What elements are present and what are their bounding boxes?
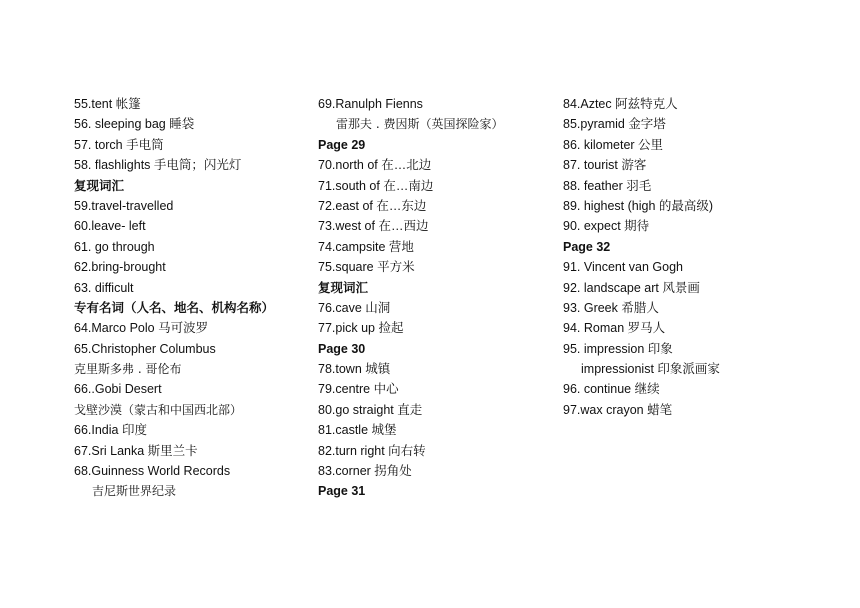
vocab-entry: 84.Aztec 阿兹特克人 [563,97,678,111]
vocab-entry: 77.pick up 捡起 [318,321,404,336]
vocab-entry: 81.castle 城堡 [318,423,397,438]
vocab-column-3 [563,94,813,420]
vocab-entry: 69.Ranulph Fienns [318,97,423,111]
vocab-entry: 90. expect 期待 [563,219,650,234]
vocab-entry: 55.tent 帐篷 [74,97,141,111]
vocab-entry: 56. sleeping bag 睡袋 [74,117,195,132]
vocab-entry: 64.Marco Polo 马可波罗 [74,321,209,336]
section-heading: 复现词汇 [318,280,369,295]
vocab-entry: 94. Roman 罗马人 [563,321,666,336]
vocab-entry: 92. landscape art 风景画 [563,280,700,295]
section-heading: Page 30 [318,341,366,356]
vocab-entry: impressionist 印象派画家 [581,362,720,377]
vocab-entry: 60.leave- left [74,219,146,234]
vocab-entry: 95. impression 印象 [563,341,673,356]
vocab-entry: 57. torch 手电筒 [74,137,164,152]
section-heading: Page 31 [318,484,366,499]
vocab-entry: 82.turn right 向右转 [318,443,426,458]
vocab-entry: 86. kilometer 公里 [563,137,664,152]
vocab-entry: 83.corner 拐角处 [318,464,412,479]
vocab-entry: 66..Gobi Desert [74,382,162,397]
vocab-entry: 75.square 平方米 [318,260,415,275]
vocab-entry: 61. go through [74,239,155,254]
vocab-entry: 58. flashlights 手电筒；闪光灯 [74,158,242,173]
vocab-entry: 91. Vincent van Gogh [563,260,683,275]
vocab-column-1 [74,94,304,502]
vocab-entry: 65.Christopher Columbus [74,341,216,356]
section-heading: Page 32 [563,239,611,254]
vocab-entry: 76.cave 山洞 [318,300,391,315]
vocab-entry: 70.north of 在…北边 [318,158,432,173]
section-heading: 专有名词（人名、地名、机构名称） [74,300,275,315]
translation-line: 雷那夫 . 费因斯（英国探险家） [336,117,504,132]
vocab-entry: 59.travel-travelled [74,198,174,213]
section-heading: Page 29 [318,137,366,152]
vocab-entry: 73.west of 在…西边 [318,219,429,234]
vocab-column-2 [318,94,548,502]
vocab-entry: 74.campsite 营地 [318,239,414,254]
vocab-entry: 88. feather 羽毛 [563,178,652,193]
vocab-entry: 96. continue 继续 [563,382,660,397]
vocab-entry: 85.pyramid 金字塔 [563,117,666,132]
vocab-entry: 87. tourist 游客 [563,158,647,173]
vocab-entry: 66.India 印度 [74,423,147,438]
vocab-entry: 89. highest (high 的最高级) [563,198,714,213]
vocab-entry: 67.Sri Lanka 斯里兰卡 [74,443,198,458]
translation-line: 克里斯多弗 . 哥伦布 [74,362,182,377]
vocab-entry: 78.town 城镇 [318,362,391,377]
vocab-entry: 68.Guinness World Records [74,464,231,479]
translation-line: 吉尼斯世界纪录 [92,484,177,499]
vocab-entry: 80.go straight 直走 [318,402,423,417]
vocab-entry: 79.centre 中心 [318,382,399,397]
section-heading: 复现词汇 [74,178,125,193]
vocab-entry: 72.east of 在…东边 [318,198,427,213]
vocab-entry: 62.bring-brought [74,260,166,275]
vocab-entry: 71.south of 在…南边 [318,178,434,193]
vocab-entry: 93. Greek 希腊人 [563,300,659,315]
vocab-entry: 97.wax crayon 蜡笔 [563,402,673,417]
vocab-entry: 63. difficult [74,280,134,295]
translation-line: 戈壁沙漠（蒙古和中国西北部） [74,402,243,417]
